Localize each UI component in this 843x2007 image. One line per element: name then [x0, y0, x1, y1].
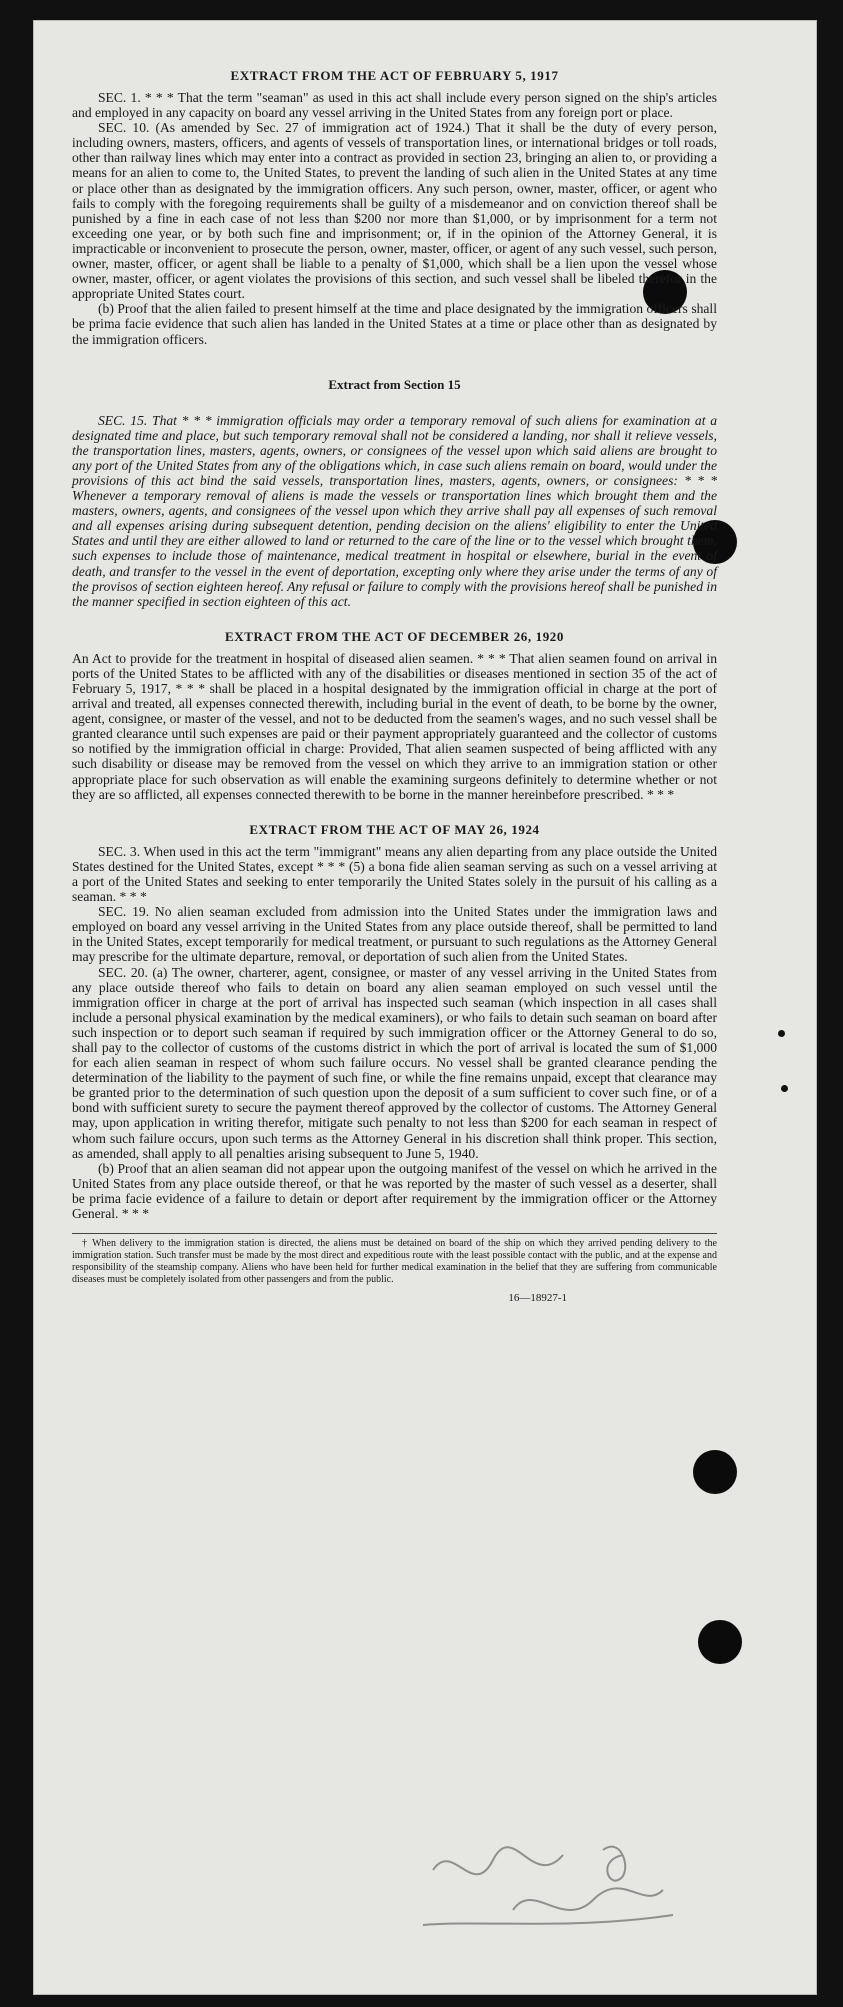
form-code: 16—18927-1 [508, 1292, 567, 1305]
footnote: † When delivery to the immigration station is directed, the aliens must be detained on board of the ship on which they arrived pending delivery to the immigration station. Such transfer must be made by the most direct and expeditious route with the least possible contact with the public, and at the expense and responsibility of the steamship company. Aliens who have been held for further medical examination in the belief that they are suffering from communicable diseases must be completely isolated from other passengers and from the public. [72, 1233, 717, 1286]
sec-20b-text: (b) Proof that an alien seaman did not appear upon the outgoing manifest of the vessel on which he arrived in the United States from any place outside thereof, or that he was reported by the master of such vessel as a deserter, shall be prima facie evidence of a failure to detain or deport after requirement by the immigration officer or the Attorney General. * * * [72, 1160, 717, 1221]
heading-section-15: Extract from Section 15 [328, 376, 461, 392]
sec-19-text: SEC. 19. No alien seaman excluded from admission into the United States under the immigration laws and employed on board any vessel arriving in the United States from any place outside thereof, shall be permitted to land in the United States, except temporarily for medical treatment, or pursuant to such regulations as the Attorney General may prescribe for the ultimate departure, removal, or deportation of such alien from the United States. [72, 904, 717, 965]
sec-3-text: SEC. 3. When used in this act the term "immigrant" means any alien departing from any place outside the United States destined for the United States, except * * * (5) a bona fide alien seaman serving as such on a vessel arriving at a port of the United States and seeking to enter temporarily the United States solely in the pursuit of his calling as a seaman. * * * [72, 843, 717, 905]
heading-may-1924: EXTRACT FROM THE ACT OF MAY 26, 1924 [249, 821, 540, 837]
sec-15-text: SEC. 15. That * * * immigration officials may order a temporary removal of such aliens for examination at a designated time and place, but such temporary removal shall not be considered a landing, nor shall it relieve vessels, the transportation lines, masters, agents, owners, or consignees of the vessel upon which said aliens are brought to any port of the United States from any of the obligations which, in case such aliens remain on board, would under the provisions of this act bind the said vessels, transportation lines, masters, agents, owners, or consignees: * * * Whenever a temporary removal of aliens is made the vessels or transportation lines which brought them and the masters, owners, agents, and consignees of the vessel upon which they arrive shall pay all expenses of such removal and all expenses arising during subsequent detention, pending decision on the aliens' eligibility to enter the United States and until they are either allowed to land or returned to the care of the line or to the vessel which brought them, such expenses to include those of maintenance, medical treatment in hospital or elsewhere, burial in the event of death, and transfer to the vessel in the event of deportation, excepting only where they arise under the terms of any of the provisos of section eighteen hereof. Any refusal or failure to comply with the provisions hereof shall be punished in the manner specified in section eighteen of this act. [72, 412, 717, 609]
punch-hole [693, 1450, 737, 1494]
heading-feb-1917: EXTRACT FROM THE ACT OF FEBRUARY 5, 1917 [230, 68, 559, 83]
ink-dot [781, 1085, 788, 1092]
sec-1-text: SEC. 1. * * * That the term "seaman" as used in this act shall include every person signed on the ship's articles and employed in any capacity on board any vessel arriving in the United States from any foreign port or place. [72, 90, 717, 121]
document-body [72, 40, 717, 1304]
sec-10b-text: (b) Proof that the alien failed to present himself at the time and place designated by the immigration officers shall be prima facie evidence that such alien has landed in the United States at a time or place other than as designated by the immigration officers. [72, 301, 717, 347]
sec-10-text: SEC. 10. (As amended by Sec. 27 of immigration act of 1924.) That it shall be the duty of every person, including owners, masters, officers, and agents of vessels of transportation lines, or international bridges or toll roads, other than railway lines which may enter into a contract as provided in section 23, bringing an alien to, or providing a means for an alien to come to, the United States, to prevent the landing of such alien in the United States at any time or place other than as designated by the immigration officers. Any such person, owner, master, officer, or agent who fails to comply with the foregoing requirements shall be guilty of a misdemeanor and on conviction thereof shall be punished by a fine in each case of not less than $200 nor more than $1,000, or by imprisonment for a term not exceeding one year, or by both such fine and imprisonment; or, if in the opinion of the Attorney General, it is impracticable or inconvenient to prosecute the person, owner, master, officer, or agent of any such vessel, such person, owner, master, officer, or agent shall be liable to a penalty of $1,000, which shall be a lien upon the vessel whose owner, master, officer, or agent violates the provisions of this section, and such vessel shall be libeled therefor in the appropriate United States court. [72, 120, 717, 302]
sec-20-text: SEC. 20. (a) The owner, charterer, agent, consignee, or master of any vessel arriving in the United States from any place outside thereof who fails to detain on board any alien seaman employed on such vessel until the immigration officer in charge at the port of arrival has inspected such seaman (which inspection in all cases shall include a personal physical examination by the medical examiners), or who fails to detain such seaman on board after such inspection or to deport such seaman if required by such immigration officer or the Attorney General to do so, shall pay to the collector of customs of the customs district in which the port of arrival is located the sum of $1,000 for each alien seaman in respect of whom such failure occurs. No vessel shall be granted clearance pending the determination of the liability to the payment of such fine, or while the fine remains unpaid, except that clearance may be granted prior to the determination of such question upon the deposit of a sum sufficient to cover such fine, or of a bond with sufficient surety to secure the payment thereof approved by the collector of customs. The Attorney General may, upon application in writing therefor, mitigate such penalty to not less than $200 for each seaman in respect of whom such failure occurs, upon such terms as the Attorney General in his discretion shall think proper. This section, as amended, shall apply to all penalties arising subsequent to June 5, 1940. [72, 964, 717, 1161]
ink-dot [778, 1030, 785, 1037]
handwritten-signature [393, 1830, 693, 1940]
dec-1920-text: An Act to provide for the treatment in hospital of diseased alien seamen. * * * That alien seamen found on arrival in ports of the United States to be afflicted with any of the disabilities or diseases mentioned in section 35 of the act of February 5, 1917, * * * shall be placed in a hospital designated by the immigration official in charge at the port of arrival and treated, all expenses connected therewith, including burial in the event of death, to be borne by the owner, agent, consignee, or master of the vessel, and not to be deducted from the seamen's wages, and no such vessel shall be granted clearance until such expenses are paid or their payment appropriately guaranteed and the collector of customs so notified by the immigration official in charge: Provided, That alien seamen suspected of being afflicted with any such disability or disease may be removed from the vessel on which they arrive to an immigration station or other appropriate place for such observation as will enable the examining surgeons definitely to determine whether or not they are so afflicted, all expenses connected therewith to be borne in the manner hereinbefore prescribed. * * * [72, 650, 717, 802]
heading-dec-1920: EXTRACT FROM THE ACT OF DECEMBER 26, 1920 [224, 628, 565, 644]
punch-hole [698, 1620, 742, 1664]
